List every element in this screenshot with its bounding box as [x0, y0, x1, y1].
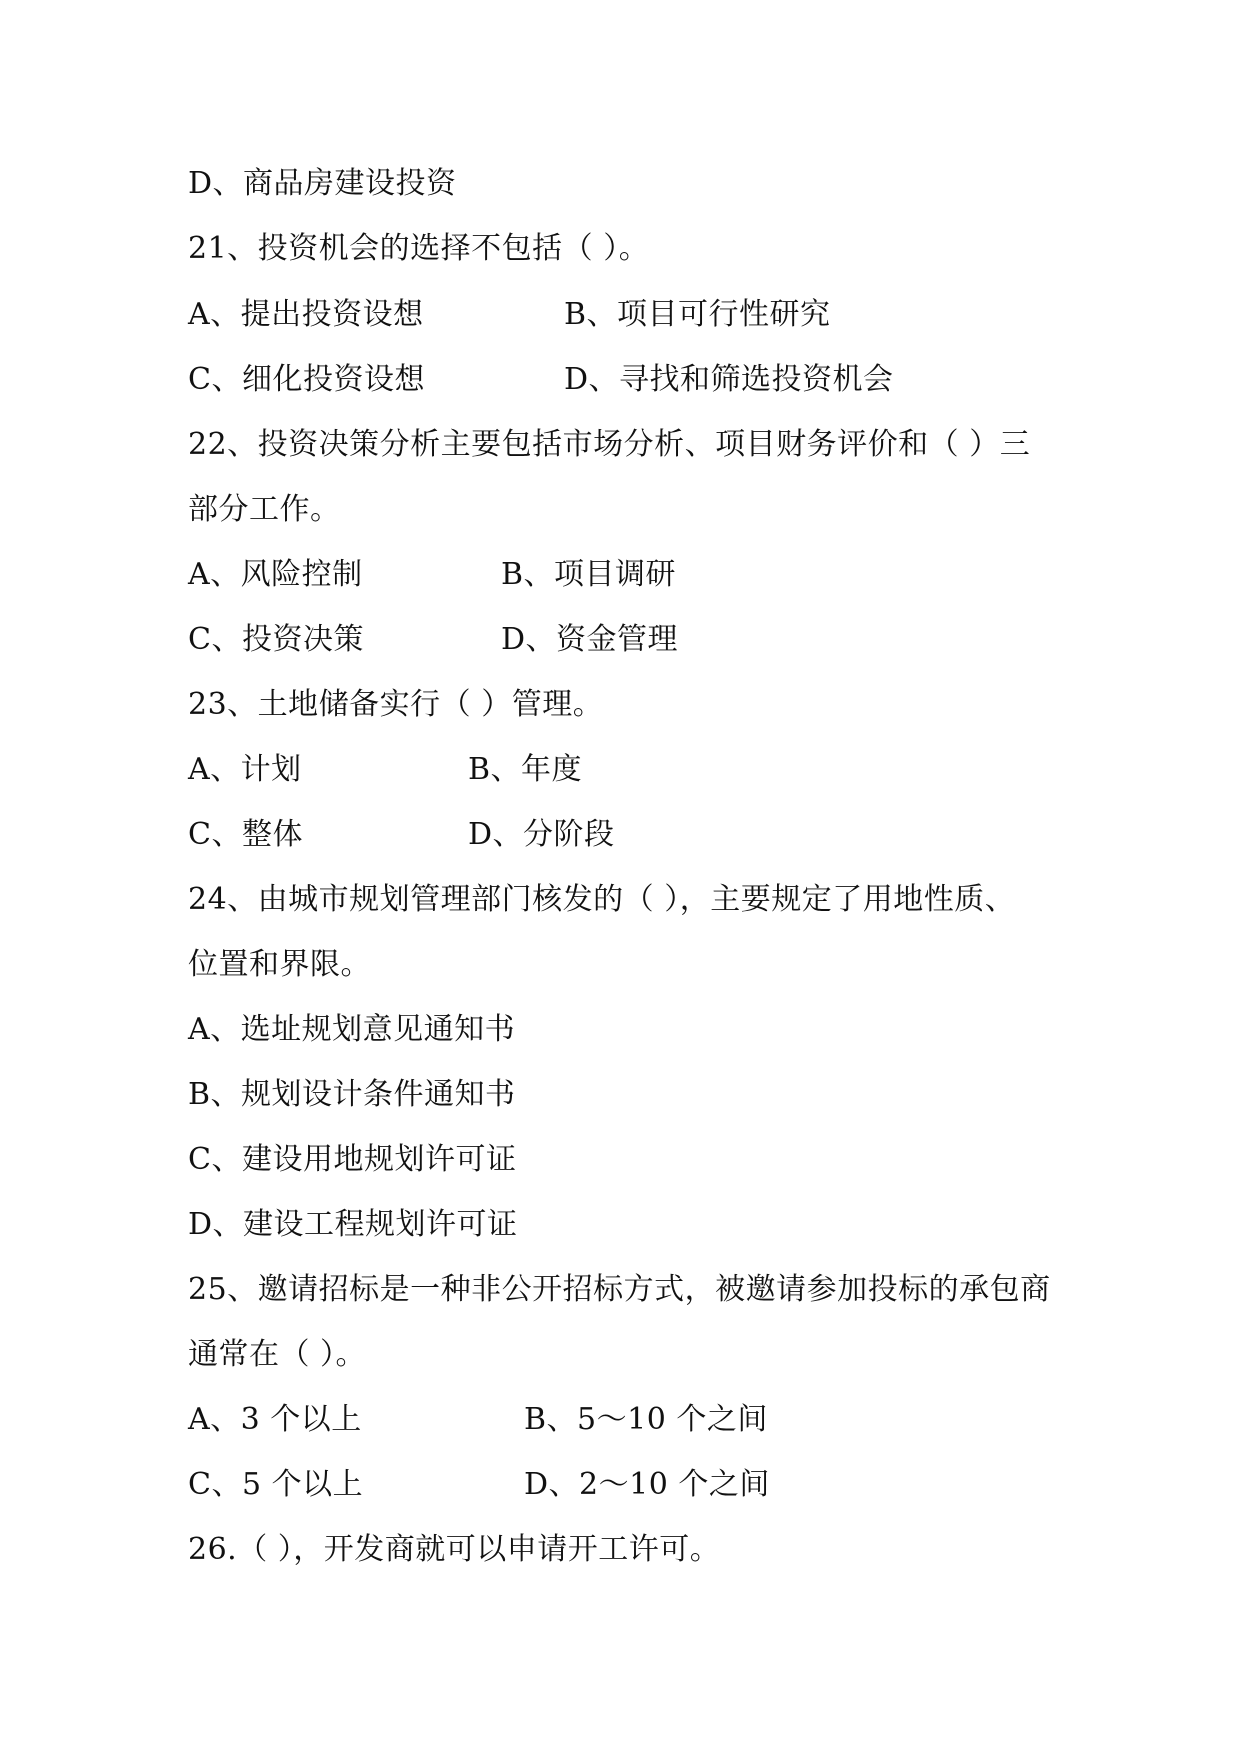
q21-option-d: D、寻找和筛选投资机会	[564, 362, 894, 397]
q23-option-b: B、年度	[468, 752, 583, 787]
question-21-options-row-2	[188, 362, 1138, 398]
question-22-line-1: 22、投资决策分析主要包括市场分析、项目财务评价和（ ）三	[188, 427, 1031, 462]
q24-option-c: C、建设用地规划许可证	[188, 1142, 517, 1177]
question-24-line-2: 位置和界限。	[188, 947, 371, 982]
q22-option-b: B、项目调研	[501, 557, 677, 592]
question-23: 23、土地储备实行（ ）管理。	[188, 687, 604, 722]
question-25-line-1: 25、邀请招标是一种非公开招标方式，被邀请参加投标的承包商	[188, 1272, 1051, 1307]
q24-option-b: B、规划设计条件通知书	[188, 1077, 516, 1112]
question-23-options-row-2	[188, 817, 1138, 853]
q23-option-a: A、计划	[188, 752, 302, 787]
q21-option-b: B、项目可行性研究	[564, 297, 831, 332]
question-21-options-row-1	[188, 297, 1138, 333]
q21-option-c: C、细化投资设想	[188, 362, 425, 397]
q25-option-c: C、5 个以上	[188, 1467, 364, 1502]
question-25-options-row-2	[188, 1467, 1138, 1503]
q21-option-a: A、提出投资设想	[188, 297, 424, 332]
question-22-line-2: 部分工作。	[188, 492, 341, 527]
question-24-line-1: 24、由城市规划管理部门核发的（ ），主要规定了用地性质、	[188, 882, 1016, 917]
q25-option-a: A、3 个以上	[188, 1402, 362, 1437]
q24-option-d: D、建设工程规划许可证	[188, 1207, 518, 1242]
q22-option-a: A、风险控制	[188, 557, 363, 592]
q22-option-d: D、资金管理	[501, 622, 679, 657]
question-25-options-row-1	[188, 1402, 1138, 1438]
q25-option-d: D、2～10 个之间	[524, 1467, 770, 1502]
q23-option-c: C、整体	[188, 817, 303, 852]
q25-option-b: B、5～10 个之间	[524, 1402, 768, 1437]
question-22-options-row-1	[188, 557, 1138, 593]
question-23-options-row-1	[188, 752, 1138, 788]
q24-option-a: A、选址规划意见通知书	[188, 1012, 516, 1047]
question-22-options-row-2	[188, 622, 1138, 658]
option-d-previous: D、商品房建设投资	[188, 166, 457, 201]
question-26: 26.（ ），开发商就可以申请开工许可。	[188, 1532, 721, 1567]
question-21: 21、投资机会的选择不包括（ ）。	[188, 231, 650, 266]
question-25-line-2: 通常在（ ）。	[188, 1337, 367, 1372]
q22-option-c: C、投资决策	[188, 622, 364, 657]
q23-option-d: D、分阶段	[468, 817, 615, 852]
